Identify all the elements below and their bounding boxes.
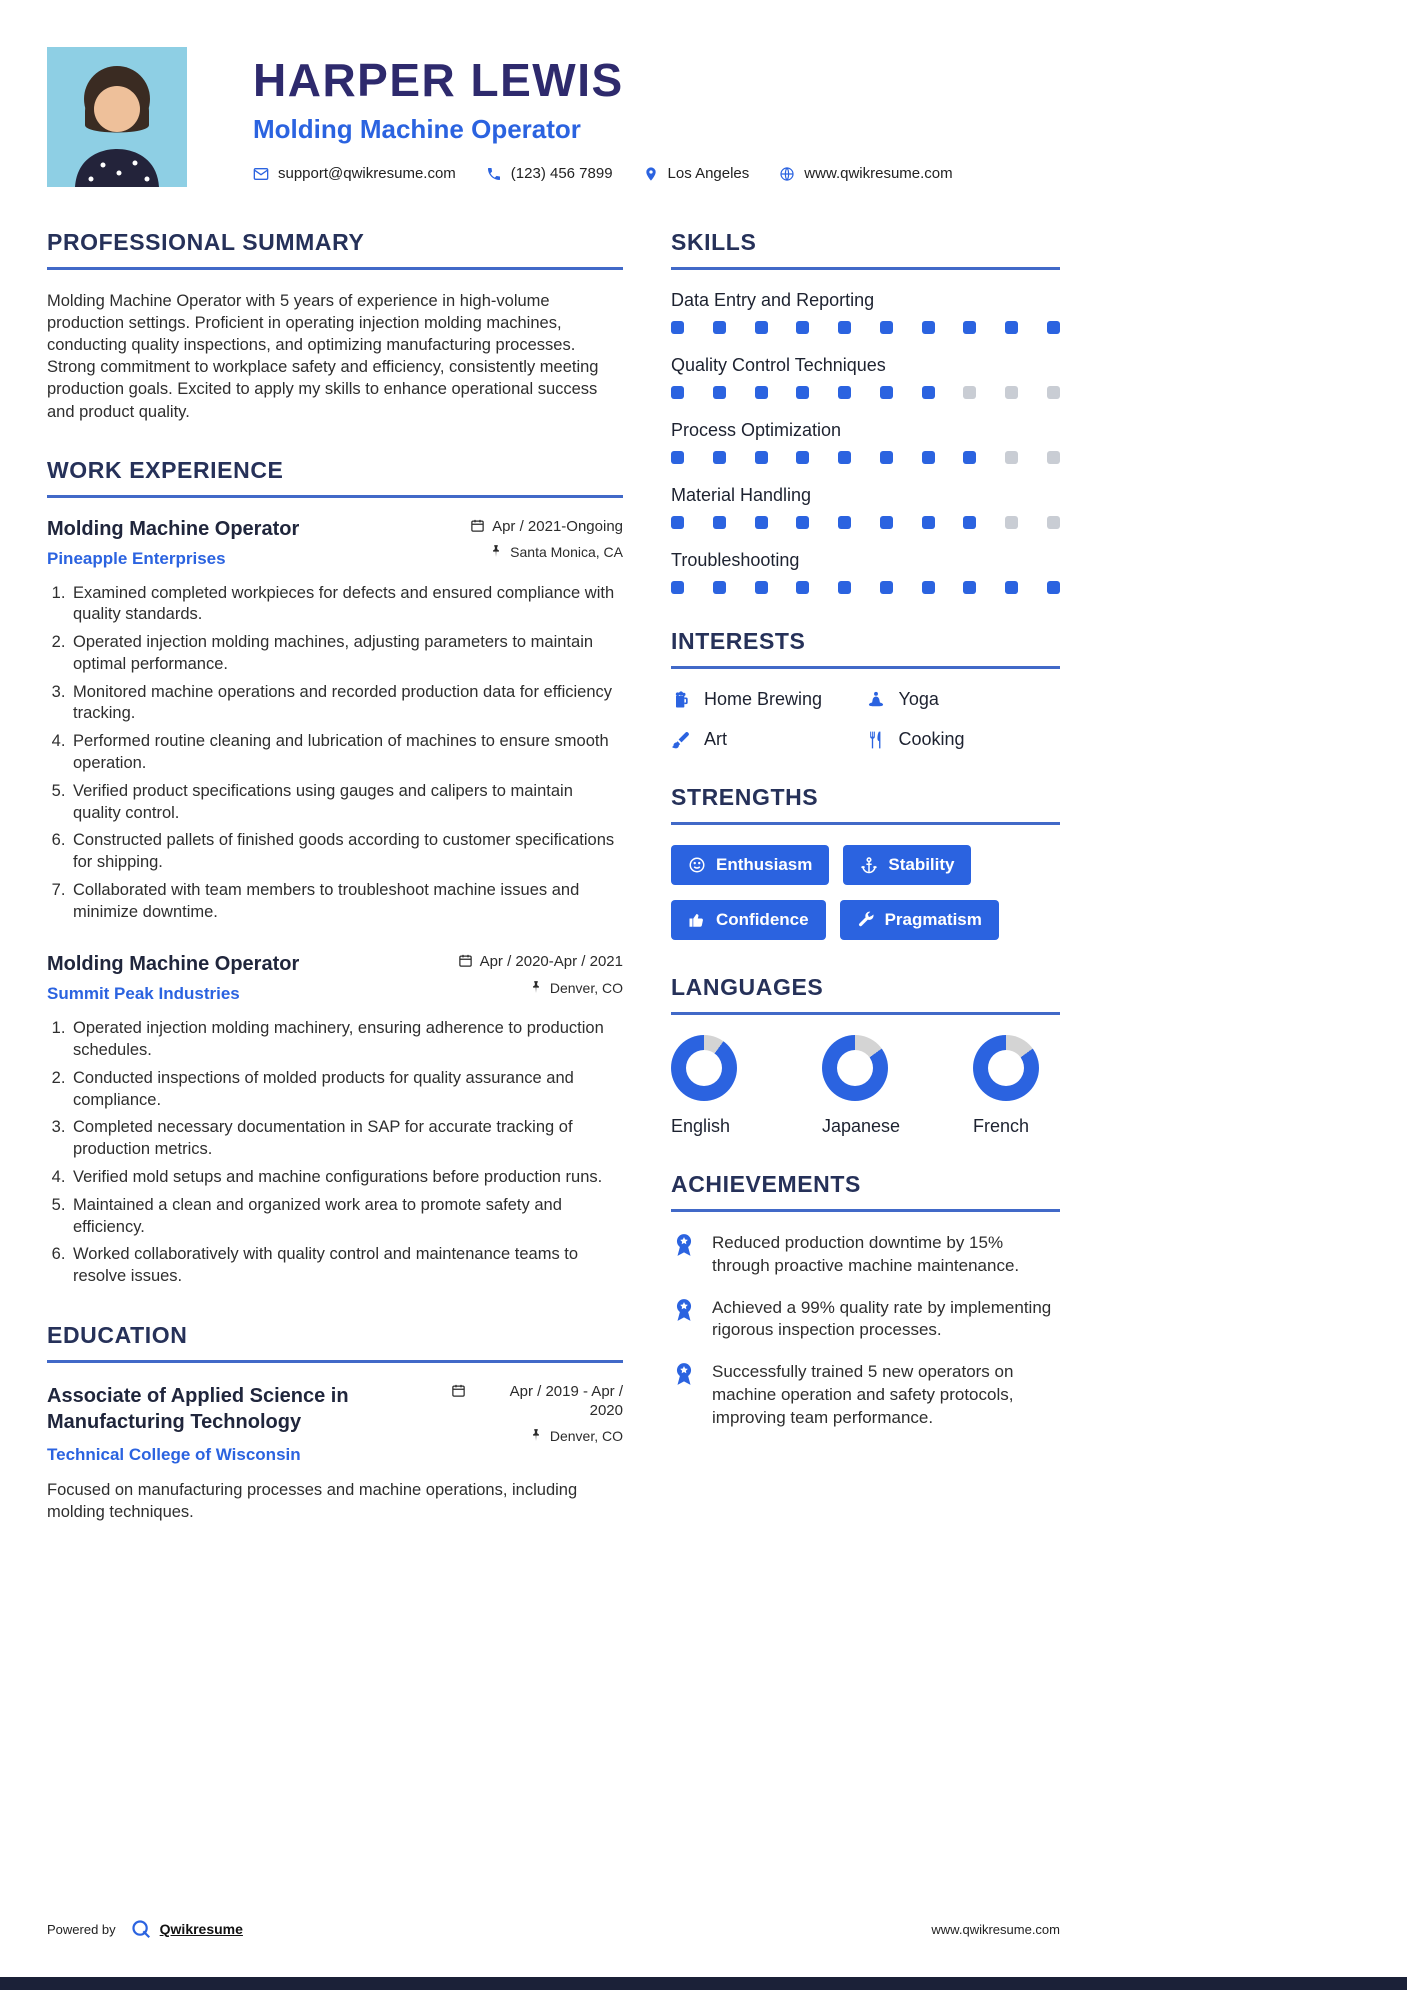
language-item (671, 1035, 758, 1137)
skill-dots (671, 386, 1060, 399)
interest-item (671, 689, 866, 710)
interest-label: Yoga (898, 689, 939, 709)
interests-list (671, 689, 1060, 750)
summary-heading: PROFESSIONAL SUMMARY (47, 229, 623, 270)
experience-heading: WORK EXPERIENCE (47, 457, 623, 498)
job-title: Molding Machine Operator (47, 517, 300, 540)
language-donut-chart (822, 1035, 888, 1101)
skill-dot (922, 581, 935, 594)
bottom-accent-bar (0, 1977, 1407, 1990)
calendar-icon (451, 1383, 466, 1398)
skill-dots (671, 451, 1060, 464)
skill-dot (671, 581, 684, 594)
strengths-list (671, 845, 1060, 940)
interest-item (671, 729, 866, 750)
pushpin-icon (529, 980, 543, 994)
skill-dot (1047, 321, 1060, 334)
pushpin-icon (489, 544, 503, 558)
skill-row (671, 550, 1060, 594)
skill-dot (1047, 451, 1060, 464)
brand-link[interactable] (130, 1918, 243, 1940)
beer-icon (671, 690, 691, 710)
contact-location (643, 165, 750, 182)
footer-website[interactable]: www.qwikresume.com (931, 1921, 1060, 1937)
skill-dot (1005, 386, 1018, 399)
job-bullet: 6. Constructed pallets of finished goods according to customer specifications for shipping. (70, 830, 623, 874)
skills-list (671, 290, 1060, 594)
job-bullet: 6. Worked collaboratively with quality control and maintenance teams to resolve issues. (70, 1244, 623, 1288)
achievement-text: Successfully trained 5 new operators on machine operation and safety protocols, improving team performance. (712, 1362, 1014, 1427)
education-degree: Associate of Applied Science in Manufacturing Technology (47, 1384, 349, 1433)
skill-dot (796, 516, 809, 529)
thumbs-up-icon (688, 911, 706, 929)
language-item (973, 1035, 1060, 1137)
header (47, 0, 1060, 187)
footer (47, 1918, 1060, 1940)
job-meta (448, 953, 623, 1004)
achievement-item (671, 1361, 1060, 1429)
interest-item (866, 729, 1061, 750)
contact-phone (486, 165, 613, 182)
skill-dot (963, 321, 976, 334)
skill-dots (671, 581, 1060, 594)
skill-row (671, 355, 1060, 399)
education-section (47, 1322, 623, 1523)
job-bullet: 7. Collaborated with team members to troubleshoot machine issues and minimize downtime. (70, 880, 623, 924)
job-bullet: 2. Conducted inspections of molded products for quality assurance and compliance. (70, 1068, 623, 1112)
skill-dot (1047, 386, 1060, 399)
skills-heading: SKILLS (671, 229, 1060, 270)
paintbrush-icon (671, 730, 691, 750)
achievements-section (671, 1171, 1060, 1429)
skill-label: Material Handling (671, 485, 812, 505)
jobs-list (47, 518, 623, 1288)
skill-dot (1047, 581, 1060, 594)
skill-row (671, 420, 1060, 464)
experience-section (47, 457, 623, 1288)
interest-item (866, 689, 1061, 710)
achievements-list (671, 1232, 1060, 1429)
profile-photo (47, 47, 187, 187)
strengths-section (671, 784, 1060, 940)
language-label: Japanese (822, 1116, 901, 1136)
interests-section (671, 628, 1060, 750)
job-location: Denver, CO (549, 980, 623, 997)
location-pin-icon (643, 166, 659, 182)
skill-dot (713, 516, 726, 529)
job-entry (47, 518, 623, 924)
language-label: English (671, 1116, 731, 1136)
skill-row (671, 290, 1060, 334)
calendar-icon (458, 953, 473, 968)
language-item (822, 1035, 909, 1137)
skill-dot (1005, 321, 1018, 334)
strength-label: Stability (888, 855, 955, 874)
skill-dot (922, 386, 935, 399)
job-dates: Apr / 2020-Apr / 2021 (479, 953, 623, 971)
contact-email[interactable] (253, 165, 456, 182)
summary-text: Molding Machine Operator with 5 years of experience in high-volume production settings. Proficient in operating injection molding machines, conducting quality inspections, and optimizing manufacturing processes. Strong commitment to workplace safety and efficiency, consistently meeting production goals. Excited to apply my skills to enhance operational success and product quality. (47, 292, 599, 421)
achievement-item (671, 1232, 1060, 1278)
education-location: Denver, CO (549, 1428, 623, 1445)
job-bullets (47, 1018, 623, 1287)
skill-dot (880, 581, 893, 594)
job-dates: Apr / 2021-Ongoing (492, 517, 623, 535)
skill-dot (755, 386, 768, 399)
skill-dot (713, 581, 726, 594)
strength-badge[interactable] (671, 845, 829, 885)
job-bullets (47, 583, 623, 924)
skill-dot (922, 321, 935, 334)
skill-dot (880, 451, 893, 464)
skill-dot (1047, 516, 1060, 529)
qwikresume-logo-icon (130, 1918, 152, 1940)
strength-badge[interactable] (840, 900, 999, 940)
achievement-text: Reduced production downtime by 15% through proactive machine maintenance. (712, 1233, 1020, 1275)
skill-dot (838, 321, 851, 334)
award-icon (671, 1297, 697, 1323)
award-icon (671, 1232, 697, 1258)
job-bullet: 3. Completed necessary documentation in SAP for accurate tracking of production metrics. (70, 1117, 623, 1161)
wrench-icon (857, 911, 875, 929)
strength-label: Confidence (716, 910, 809, 929)
achievement-text: Achieved a 99% quality rate by implementing rigorous inspection processes. (712, 1297, 1052, 1340)
skill-dot (880, 386, 893, 399)
education-description: Focused on manufacturing processes and machine operations, including molding techniques. (47, 1480, 578, 1521)
languages-heading: LANGUAGES (671, 974, 1060, 1015)
skill-dot (796, 581, 809, 594)
skill-row (671, 485, 1060, 529)
languages-list (671, 1035, 1060, 1137)
skill-dot (671, 321, 684, 334)
anchor-icon (860, 856, 878, 874)
job-bullet: 5. Maintained a clean and organized work area to promote safety and efficiency. (70, 1195, 623, 1239)
skill-dot (671, 451, 684, 464)
skill-dot (796, 321, 809, 334)
pushpin-icon (529, 1428, 543, 1442)
skill-dot (922, 451, 935, 464)
skill-dot (713, 321, 726, 334)
left-column (47, 229, 623, 1557)
strength-label: Enthusiasm (716, 855, 813, 874)
yoga-icon (866, 690, 886, 710)
language-label: French (973, 1116, 1030, 1136)
skill-dot (963, 451, 976, 464)
interest-label: Home Brewing (704, 689, 823, 709)
candidate-name: HARPER LEWIS (253, 54, 624, 106)
skill-dot (755, 581, 768, 594)
job-meta (448, 518, 623, 569)
strengths-heading: STRENGTHS (671, 784, 1060, 825)
skill-dots (671, 516, 1060, 529)
education-main (47, 1383, 447, 1465)
achievements-heading: ACHIEVEMENTS (671, 1171, 1060, 1212)
skill-label: Quality Control Techniques (671, 355, 886, 375)
skill-dot (755, 516, 768, 529)
skill-dot (671, 386, 684, 399)
skill-dot (880, 516, 893, 529)
job-entry (47, 953, 623, 1287)
strength-badge[interactable] (671, 900, 826, 940)
skill-dot (880, 321, 893, 334)
strength-badge[interactable] (843, 845, 971, 885)
skill-dot (1005, 451, 1018, 464)
skill-dot (713, 386, 726, 399)
skill-dot (963, 581, 976, 594)
contact-email-text: support@qwikresume.com (278, 165, 456, 182)
skill-dot (963, 386, 976, 399)
skill-dot (796, 451, 809, 464)
contact-phone-text: (123) 456 7899 (510, 165, 613, 182)
job-bullet: 1. Operated injection molding machinery, ensuring adherence to production schedules. (70, 1018, 623, 1062)
skill-dot (838, 386, 851, 399)
interest-label: Cooking (898, 729, 965, 749)
job-company-link[interactable]: Pineapple Enterprises (47, 548, 226, 568)
job-bullet: 2. Operated injection molding machines, adjusting parameters to maintain optimal performance. (70, 632, 623, 676)
skill-dot (755, 451, 768, 464)
education-heading: EDUCATION (47, 1322, 623, 1363)
candidate-title: Molding Machine Operator (253, 114, 581, 144)
contact-website[interactable] (779, 165, 952, 182)
education-dates: Apr / 2019 - Apr / 2020 (509, 1382, 623, 1419)
skill-dot (1005, 581, 1018, 594)
job-bullet: 1. Examined completed workpieces for defects and ensured compliance with quality standards. (70, 583, 623, 627)
skill-label: Process Optimization (671, 420, 842, 440)
content-columns (47, 229, 1060, 1557)
award-icon (671, 1361, 697, 1387)
job-bullet: 4. Performed routine cleaning and lubrication of machines to ensure smooth operation. (70, 731, 623, 775)
utensils-icon (866, 730, 886, 750)
skill-dot (963, 516, 976, 529)
education-entry (47, 1383, 623, 1465)
skill-dots (671, 321, 1060, 334)
globe-icon (779, 166, 795, 182)
calendar-icon (470, 518, 485, 533)
brand-name: Qwikresume (159, 1921, 243, 1937)
smile-icon (688, 856, 706, 874)
contact-website-text: www.qwikresume.com (804, 165, 953, 182)
skill-dot (838, 516, 851, 529)
job-company-link[interactable]: Summit Peak Industries (47, 984, 240, 1004)
header-info (253, 47, 953, 187)
interests-heading: INTERESTS (671, 628, 1060, 669)
resume-page (47, 0, 1060, 1557)
job-bullet: 5. Verified product specifications using gauges and calipers to maintain quality control. (70, 781, 623, 825)
language-donut-chart (973, 1035, 1039, 1101)
achievement-item (671, 1297, 1060, 1343)
skill-dot (713, 451, 726, 464)
skill-label: Troubleshooting (671, 550, 800, 570)
languages-section (671, 974, 1060, 1137)
strength-label: Pragmatism (884, 910, 982, 929)
right-column (671, 229, 1060, 1557)
contact-location-text: Los Angeles (667, 165, 750, 182)
skill-dot (755, 321, 768, 334)
job-location: Santa Monica, CA (510, 544, 623, 561)
summary-section (47, 229, 623, 423)
job-title: Molding Machine Operator (47, 953, 300, 976)
language-donut-chart (671, 1035, 737, 1101)
skill-label: Data Entry and Reporting (671, 290, 875, 310)
contact-row (253, 165, 953, 182)
skill-dot (922, 516, 935, 529)
skill-dot (1005, 516, 1018, 529)
job-bullet: 3. Monitored machine operations and recorded production data for efficiency tracking. (70, 682, 623, 726)
interest-label: Art (704, 729, 728, 749)
job-bullet: 4. Verified mold setups and machine configurations before production runs. (70, 1167, 623, 1189)
skill-dot (838, 451, 851, 464)
phone-icon (486, 166, 502, 182)
skill-dot (671, 516, 684, 529)
skill-dot (796, 386, 809, 399)
education-school-link[interactable]: Technical College of Wisconsin (47, 1444, 301, 1464)
education-meta (448, 1383, 623, 1465)
skills-section (671, 229, 1060, 594)
skill-dot (838, 581, 851, 594)
powered-by-label: Powered by (47, 1921, 116, 1937)
mail-icon (253, 166, 269, 182)
